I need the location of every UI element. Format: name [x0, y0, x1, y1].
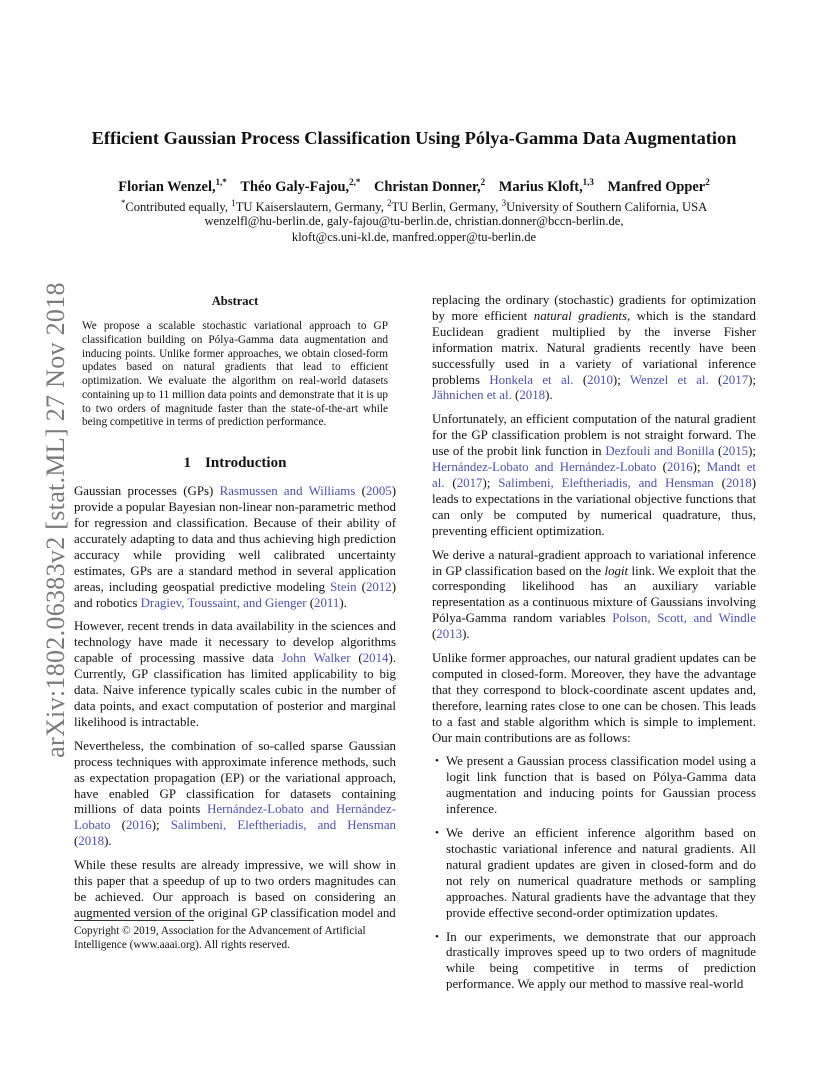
affil-text: TU Berlin, Germany, [391, 200, 502, 215]
text: We derive a natural-gradient approach to variational inference in GP classification based on the [432, 547, 756, 578]
author-name: Théo Galy-Fajou, [240, 178, 350, 195]
copyright-footnote [74, 920, 396, 952]
section-title: Introduction [205, 455, 287, 472]
text: ). Currently, GP classification has limited applicability to big data. Naive inference typically scales cubic in the number of data points, and exact computation of posterior and marginal likelihood is intractable. [74, 651, 396, 729]
text: ( [573, 372, 588, 387]
text: ( [714, 444, 723, 459]
abstract-heading: Abstract [211, 294, 259, 308]
citation-link[interactable]: 2010 [587, 372, 613, 387]
paragraph [432, 293, 756, 404]
citation-link[interactable]: Wenzel et al. [629, 372, 709, 387]
citation-link[interactable]: 2018 [78, 834, 105, 849]
text: Copyright [74, 925, 123, 937]
citation-link[interactable]: 2015 [722, 444, 749, 459]
text: However, recent trends in data availability in the sciences and technology have made it necessary to develop algorithms capable of processing massive data [74, 619, 396, 666]
list-item [432, 754, 756, 818]
text: link. We exploit that the corresponding likelihood has an auxiliary variable representation as a continuous mixture of Gaussians involving Pólya-Gamma random variables [432, 563, 756, 626]
author-affil-mark: 1,* [215, 177, 227, 187]
affil-mark: * [120, 198, 126, 208]
right-column [432, 293, 756, 1001]
citation-link[interactable]: Jähnichen et al. [432, 388, 512, 403]
email-line: kloft@cs.uni-kl.de, manfred.opper@tu-berlin.de [291, 230, 537, 244]
citation-link[interactable]: Hernández-Lobato and Hernández-Lobato [432, 460, 657, 475]
citation-link[interactable]: Hernández-Lobato and Hernández-Lobato [74, 802, 397, 833]
author [240, 179, 360, 195]
text: ( [306, 595, 315, 610]
text: ). [545, 388, 553, 403]
affil-text: Contributed equally, [125, 200, 232, 215]
citation-link[interactable]: 2005 [365, 484, 392, 499]
text: ( [356, 579, 366, 594]
author-list [0, 177, 828, 196]
citation-link[interactable]: Dragiev, Toussaint, and Gienger [140, 595, 307, 610]
author-affil-mark: 2 [705, 177, 710, 187]
list-item-text: We present a Gaussian process classification model using a logit link function that is based on Pólya-Gamma data augmentation and inducing points for Gaussian process inference. [446, 754, 756, 817]
bullet-icon: • [435, 827, 439, 840]
text: Unfortunately, an efficient computation of the natural gradient for the GP classification problem is not straight forward. The use of the probit link function in [432, 412, 756, 459]
affiliations-line [0, 198, 828, 215]
text: Nevertheless, the combination of so-called sparse Gaussian process techniques with approximate inference methods, such as expectation propagation (EP) or the variational approach, have enabled GP classification for datasets containing millions of data points [74, 738, 396, 817]
paper-title: Efficient Gaussian Process Classification Using Pólya-Gamma Data Augmentation [91, 128, 737, 148]
text: ( [444, 475, 457, 490]
author-affil-mark: 2 [480, 177, 486, 187]
author [374, 179, 485, 195]
citation-link[interactable]: 2012 [365, 579, 392, 594]
text: ( [432, 627, 437, 642]
list-item [432, 930, 756, 994]
text: ( [74, 834, 79, 849]
text: ); [692, 460, 707, 475]
text: ). [462, 627, 470, 642]
paragraph [74, 739, 396, 850]
affil-mark: 1 [231, 198, 236, 208]
text: ); [748, 372, 757, 387]
citation-link[interactable]: Stein [330, 579, 357, 594]
citation-link[interactable]: Mandt et al. [432, 460, 756, 490]
text: ( [110, 818, 126, 833]
affil-mark: 3 [501, 198, 507, 208]
paragraph [74, 619, 396, 730]
citation-link[interactable]: John Walker [281, 651, 351, 666]
paragraph [432, 548, 756, 643]
text: ); [748, 444, 756, 459]
list-item-text: In our experiments, we demonstrate that our approach drastically improves speed up to two orders of magnitude while being competitive in terms of prediction performance. We apply our method to massive real-world [446, 929, 756, 992]
text: ( [713, 475, 726, 490]
text: ( [350, 651, 363, 666]
text: ). [339, 595, 347, 610]
citation-link[interactable]: 2014 [362, 651, 389, 666]
text: 2019, Association for the Advancement of Artificial Intelligence (www.aaai.org). All rights reserved. [74, 925, 366, 951]
citation-link[interactable]: Rasmussen and Williams [219, 484, 356, 499]
text: ) leads to expectations in the variational objective functions that can only be computed by numerical quadrature, thus, preventing efficient optimization. [432, 475, 757, 538]
citation-link[interactable]: 2016 [125, 818, 152, 833]
text: ( [355, 484, 366, 499]
text: Gaussian processes (GPs) [74, 484, 220, 499]
list-item [432, 826, 756, 921]
paragraph [432, 412, 756, 539]
emphasis: natural gradients [533, 308, 627, 323]
author-name: Christan Donner, [374, 178, 481, 195]
contribution-list [432, 754, 756, 993]
section-heading [74, 456, 396, 472]
citation-link[interactable]: 2011 [314, 595, 340, 610]
text: ( [656, 460, 667, 475]
text: ) provide a popular Bayesian non-linear non-parametric method for regression and classification. Because of their ability of accurately adapting to data and thus achieving high prediction accuracy while providing well calibrated uncertainty estimates, GPs are a standard method in several application areas, including geospatial predictive modeling [74, 484, 397, 594]
citation-link[interactable]: 2018 [519, 388, 546, 403]
citation-link[interactable]: 2018 [725, 475, 752, 490]
affil-text: University of Southern California, USA [506, 200, 708, 215]
author [608, 179, 710, 195]
text: ( [511, 388, 520, 403]
author-affil-mark: 2,* [349, 177, 361, 187]
text: ); [612, 372, 630, 387]
author-name: Florian Wenzel, [118, 178, 216, 195]
text: ); [151, 818, 171, 833]
abstract-body: We propose a scalable stochastic variational approach to GP classification building on Pólya-Gamma data augmentation and inducing points. Unlike former approaches, we obtain closed-form updates based on natural gradients that lead to efficient optimization. We evaluate the algorithm on real-world datasets containing up to 11 million data points and demonstrate that it is up to two orders of magnitude faster than the state-of-the-art while being competitive in terms of prediction performance. [82, 319, 388, 429]
citation-link[interactable]: Honkela et al. [489, 372, 574, 387]
section-number: 1 [183, 455, 192, 472]
paragraph: While these results are already impressive, we will show in this paper that a speedup of up to two orders magnitudes can be achieved. Our approach is based on considering an augmented version of the original GP classification model and [74, 858, 396, 920]
emphasis: logit [604, 563, 629, 578]
bullet-icon: • [435, 755, 439, 768]
text: ); [482, 475, 499, 490]
affil-mark: 2 [387, 198, 392, 208]
text: ( [708, 372, 723, 387]
author [118, 179, 227, 195]
copyright-symbol: © [122, 925, 131, 937]
citation-link[interactable]: 2016 [666, 460, 693, 475]
footnote-rule [74, 920, 194, 921]
citation-link[interactable]: Dezfouli and Bonilla [605, 444, 715, 459]
author-name: Marius Kloft, [498, 178, 583, 195]
text: ) and robotics [74, 579, 397, 610]
arxiv-identifier: arXiv:1802.06383v2 [stat.ML] 27 Nov 2018 [41, 282, 70, 758]
list-item-text: We derive an efficient inference algorithm based on stochastic variational inference and natural gradients. All natural gradient updates are given in closed-form and do not rely on numerical quadrature methods or sampling approaches. Natural gradients have the advantage that they provide effective second-order optimization updates. [446, 826, 756, 920]
paragraph: Unlike former approaches, our natural gradient updates can be computed in closed-form. Moreover, they have the advantage that they correspond to block-coordinate ascent updates and, therefore, learning rates close to one can be chosen. This leads to a fast and stable algorithm which is simple to implement. Our main contributions are as follows: [432, 651, 756, 745]
bullet-icon: • [435, 930, 439, 943]
text: ). [104, 834, 112, 849]
citation-link[interactable]: 2017 [456, 475, 483, 490]
citation-link[interactable]: Salimbeni, Eleftheriadis, and Hensman [170, 818, 396, 833]
citation-link[interactable]: Salimbeni, Eleftheriadis, and Hensman [498, 475, 714, 490]
author-name: Manfred Opper [607, 178, 706, 195]
left-column [74, 294, 396, 930]
email-line: wenzelfl@hu-berlin.de, galy-fajou@tu-berlin.de, christian.donner@bccn-berlin.de, [204, 214, 624, 228]
author [499, 179, 594, 195]
paragraph [74, 484, 396, 611]
affil-text: TU Kaiserslautern, Germany, [235, 200, 387, 215]
author-affil-mark: 1,3 [582, 177, 594, 187]
text: replacing the ordinary (stochastic) gradients for optimization by more efficient [432, 293, 756, 323]
citation-link[interactable]: 2017 [722, 372, 749, 387]
citation-link[interactable]: Polson, Scott, and Windle [612, 611, 756, 626]
citation-link[interactable]: 2013 [436, 627, 463, 642]
text: , which is the standard Euclidean gradient multiplied by the inverse Fisher information matrix. Natural gradients recently have been successfully used in a variety of variational inference problems [432, 308, 756, 387]
